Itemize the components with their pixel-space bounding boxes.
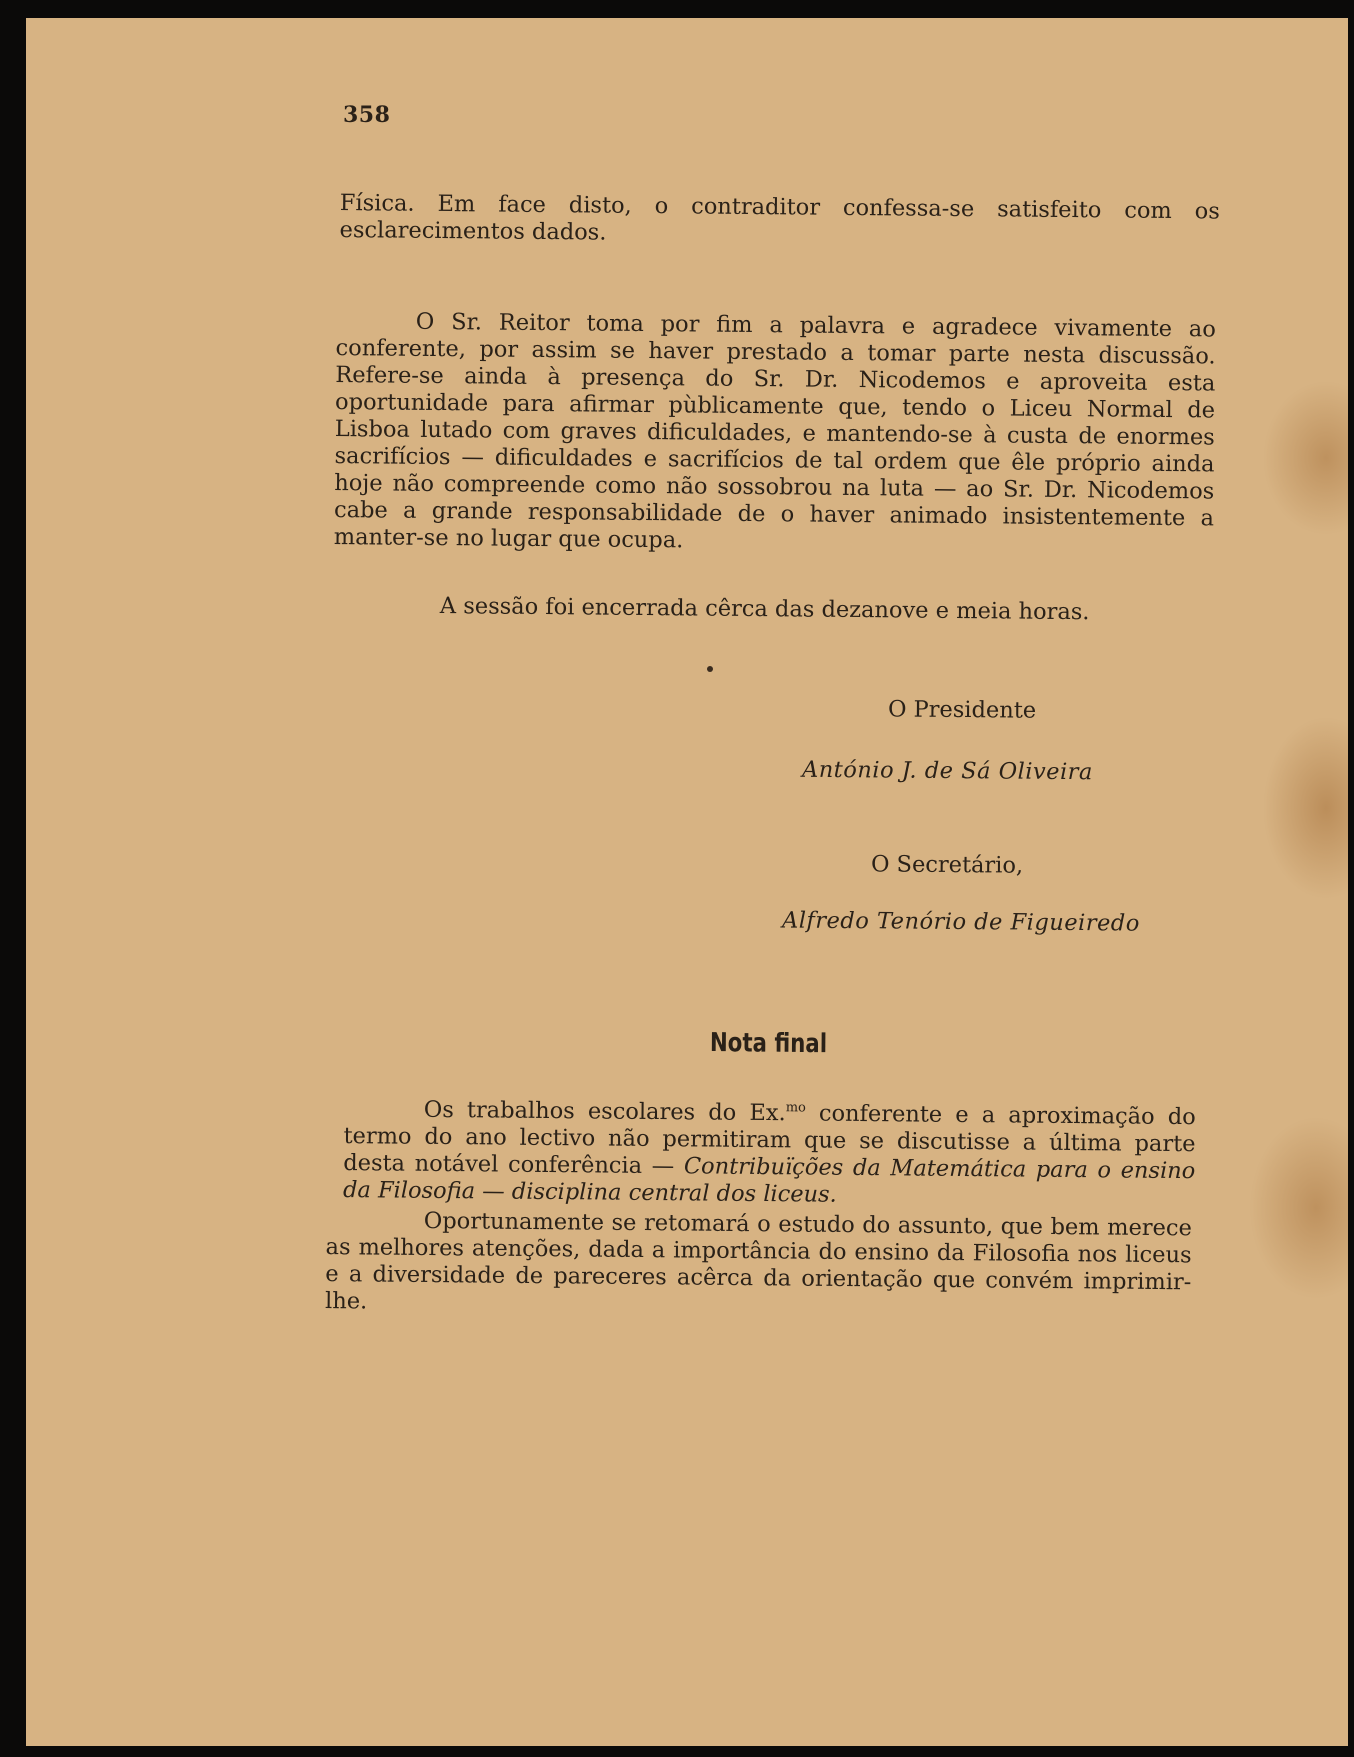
secretary-label: O Secretário,: [870, 851, 1024, 879]
nota-final-text-start: Os trabalhos escolares do Ex.: [423, 1096, 786, 1127]
conference-title: Contribuïções da Matemática para o ensino da Filosofia — disciplina central dos liceus.: [342, 1153, 1196, 1208]
paragraph-nota-final-1: [343, 1090, 1196, 1212]
secretary-name: Alfredo Tenório de Figueiredo: [781, 907, 1140, 937]
page-number: 358: [343, 102, 391, 128]
paragraph-sessao-encerrada: A sessão foi encerrada cêrca das dezanove e meia horas.: [439, 592, 1090, 626]
president-label: O Presidente: [887, 696, 1037, 724]
paragraph-fisica: Física. Em face disto, o contraditor confessa-se satisfeito com os esclarecimentos dados.: [339, 190, 1220, 246]
president-name: António J. de Sá Oliveira: [801, 756, 1093, 786]
document-page: [26, 18, 1348, 1746]
paragraph-reitor: O Sr. Reitor toma por fim a palavra e agradece vivamente ao conferente, por assim se haver prestado a tomar parte nesta discussão. Refere-se ainda à presença do Sr. Dr. Nicodemos e aproveita esta oportunidade para afirmar pùblicamente que, tendo o Liceu Normal de Lisboa lutado com graves dificuldades, e mantendo-se à custa de enormes sacrifícios — dificuldades e sacrifícios de tal ordem que êle próprio ainda hoje não compreende como não sossobrou na luta — ao Sr. Dr. Nicodemos cabe a grande responsabilidade de o haver animado insistentemente a manter-se no lugar que ocupa.: [333, 308, 1216, 554]
section-heading-nota-final: Nota final: [709, 1028, 828, 1060]
paragraph-nota-final-2: Oportunamente se retomará o estudo do assunto, que bem merece as melhores atenções, dada a importância do ensino da Filosofia nos liceus e a diversidade de pareceres acêrca da orientação que convém imprimir-lhe.: [324, 1207, 1192, 1315]
ink-dot: [707, 666, 713, 672]
nota-final-text-middle: conferente e a aproximação do termo do ano lectivo não permitiram que se discutisse a última parte desta notável conferência —: [343, 1100, 1196, 1180]
superscript-mo: mo: [785, 1100, 806, 1116]
